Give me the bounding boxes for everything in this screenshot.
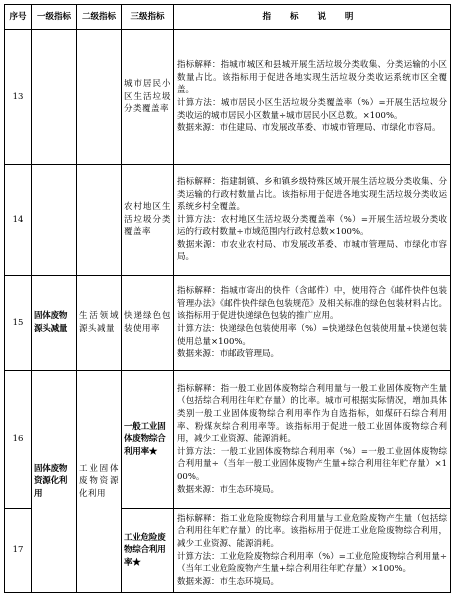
level1-cell-empty <box>32 30 77 165</box>
desc-explanation: 指标解释：指一般工业固体废物综合利用量与一般工业固体废物产生量（包括综合利用往年贮存量）的比率。城市可根据实际情况，增加具体类别一般工业固体废物综合利用率作为自选指标，如煤矸石综合利用率、粉煤灰综合利用率等。该指标用于促进一般工业固体废物综合利用，减少工业资源、能源消耗。 <box>177 383 447 445</box>
table-row <box>5 165 451 276</box>
row-number: 14 <box>5 165 32 276</box>
level2-cell-empty <box>77 165 122 276</box>
row-number: 15 <box>5 276 32 371</box>
desc-method: 计算方法：农村地区生活垃圾分类覆盖率（%）=开展生活垃圾分类收运的行政村数量÷市域范围内行政村总数×100%。 <box>177 214 447 238</box>
desc-source: 数据来源：市农业农村局、市发展改革委、市城市管理局、市绿化市容局。 <box>177 239 447 263</box>
header-description: 指 标 说 明 <box>174 5 451 30</box>
desc-method: 计算方法：一般工业固体废物综合利用率（%）=一般工业固体废物综合利用量÷（当年一般工业固体废物产生量+综合利用往年贮存量）×100%。 <box>177 446 447 482</box>
row-number: 13 <box>5 30 32 165</box>
desc-source: 数据来源：市生态环境局。 <box>177 484 280 495</box>
row-number: 16 <box>5 371 32 509</box>
desc-explanation: 指标解释：指工业危险废物综合利用量与工业危险废物产生量（包括综合利用往年贮存量）的比率。该指标用于促进工业危险废物综合利用，减少工业资源、能源消耗。 <box>177 513 447 549</box>
desc-source: 数据来源：市邮政管理局。 <box>177 349 280 360</box>
desc-source: 数据来源：市生态环境局。 <box>177 576 280 587</box>
row-number: 17 <box>5 509 32 593</box>
level2-indicator: 生活领域源头减量 <box>77 276 122 371</box>
indicator-description <box>174 371 451 509</box>
indicator-description <box>174 276 451 371</box>
indicator-description <box>174 509 451 593</box>
level3-indicator: 一般工业固体废物综合利用率★ <box>122 371 174 509</box>
header-level2: 二级指标 <box>77 5 122 30</box>
level1-cell-empty <box>32 165 77 276</box>
desc-explanation: 指标解释：指城市城区和县城开展生活垃圾分类收集、分类运输的小区数量占比。该指标用于促进各地实现生活垃圾分类收运系统市区全覆盖。 <box>177 60 447 96</box>
level3-indicator: 工业危险废物综合利用率★ <box>122 509 174 593</box>
level2-indicator: 工业固体废物资源化利用 <box>77 371 122 593</box>
table-header-row <box>5 5 451 30</box>
level1-indicator: 固体废物资源化利用 <box>32 371 77 593</box>
level2-cell-empty <box>77 30 122 165</box>
desc-explanation: 指标解释：指建制镇、乡和镇乡级特殊区域开展生活垃圾分类收集、分类运输的行政村数量占比。该指标用于促进各地实现生活垃圾分类收运系统乡村全覆盖。 <box>177 176 447 213</box>
indicator-table <box>4 4 451 593</box>
desc-method: 计算方法：城市居民小区生活垃圾分类覆盖率（%）=开展生活垃圾分类收运的城市居民小区数量÷城市居民小区总数。×100%。 <box>177 98 447 121</box>
desc-method: 计算方法：快递绿色包装使用率（%）=快递绿色包装使用量÷快递包装使用总量×100%。 <box>177 324 447 347</box>
indicator-description <box>174 165 451 276</box>
level3-indicator: 城市居民小区生活垃圾分类覆盖率 <box>122 30 174 165</box>
header-level3: 三级指标 <box>122 5 174 30</box>
level3-indicator: 农村地区生活垃圾分类覆盖率 <box>122 165 174 276</box>
desc-explanation: 指标解释：指城市寄出的快件（含邮件）中，使用符合《邮件快件包装管理办法》《邮件快件绿色包装规范》及相关标准的绿色包装材料占比。该指标用于促进快递绿色包装的推广应用。 <box>177 286 447 322</box>
header-level1: 一级指标 <box>32 5 77 30</box>
table-row <box>5 371 451 509</box>
level1-indicator: 固体废物源头减量 <box>32 276 77 371</box>
table-row <box>5 30 451 165</box>
desc-method: 计算方法：工业危险废物综合利用率（%）=工业危险废物综合利用量÷（当年工业危险废物产生量+综合利用往年贮存量）×100%。 <box>177 551 447 575</box>
indicator-description <box>174 30 451 165</box>
desc-source: 数据来源：市住建局、市发展改革委、市城市管理局、市绿化市容局。 <box>177 123 441 134</box>
level3-indicator: 快递绿色包装使用率 <box>122 276 174 371</box>
table-row <box>5 276 451 371</box>
header-no: 序号 <box>5 5 32 30</box>
